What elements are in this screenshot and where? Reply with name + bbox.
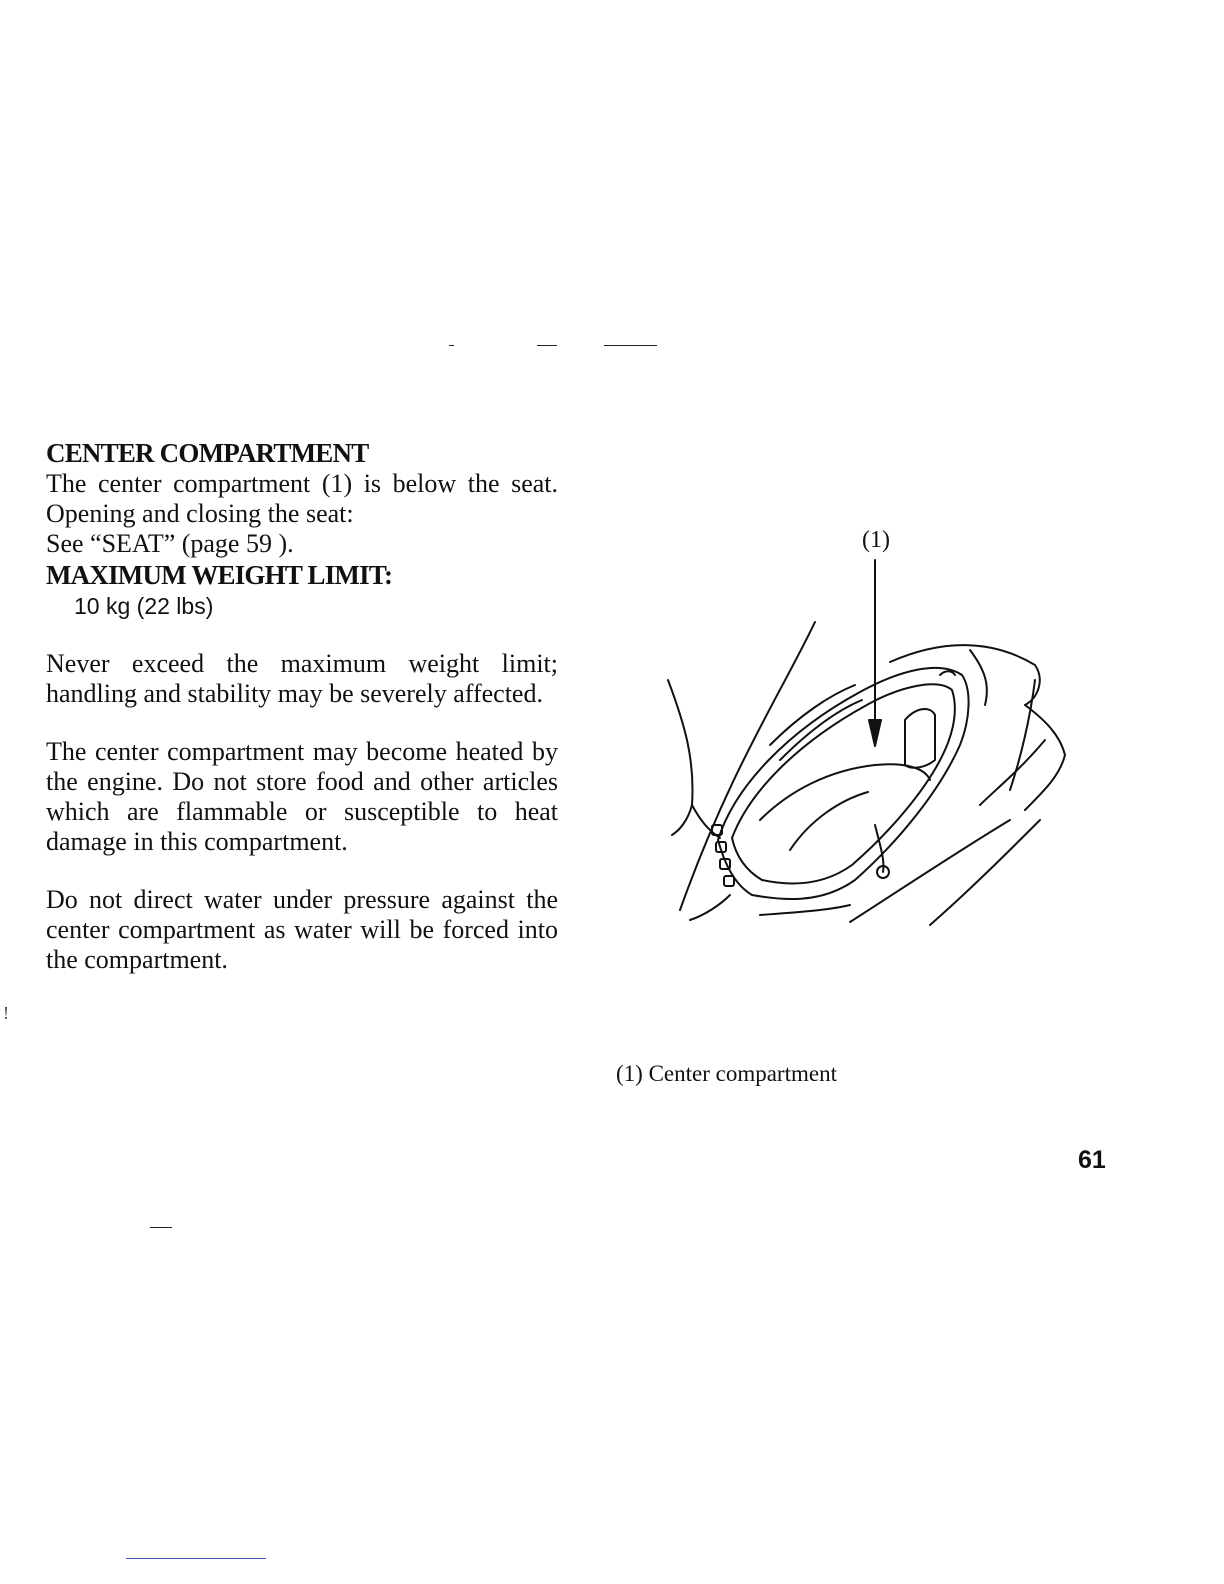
margin-mark: !	[3, 1003, 9, 1023]
section-title: CENTER COMPARTMENT	[46, 438, 369, 468]
page-number: 61	[1078, 1146, 1106, 1174]
warning-paragraph: Never exceed the maximum weight limit; handling and stability may be severely affected.	[46, 649, 558, 708]
intro-paragraph: The center compartment (1) is below the seat. Opening and closing the seat:	[46, 469, 558, 528]
figure-caption: (1) Center compartment	[616, 1061, 837, 1086]
weight-limit-heading: MAXIMUM WEIGHT LIMIT:	[46, 560, 393, 590]
scan-dash	[604, 345, 657, 346]
scan-dash	[150, 1227, 172, 1228]
compartment-illustration	[640, 520, 1080, 940]
see-reference: See “SEAT” (page 59 ).	[46, 529, 294, 558]
weight-limit-value: 10 kg (22 lbs)	[74, 593, 214, 619]
text-column	[46, 437, 558, 975]
scan-dash	[449, 345, 454, 346]
scan-dash	[537, 345, 557, 346]
scan-underline	[126, 1558, 266, 1559]
heat-paragraph: The center compartment may become heated by the engine. Do not store food and other articles which are flammable or susceptible to heat damage in this compartment.	[46, 737, 558, 856]
water-paragraph: Do not direct water under pressure against the center compartment as water will be forced into the compartment.	[46, 885, 558, 974]
figure-callout: (1)	[862, 527, 890, 553]
